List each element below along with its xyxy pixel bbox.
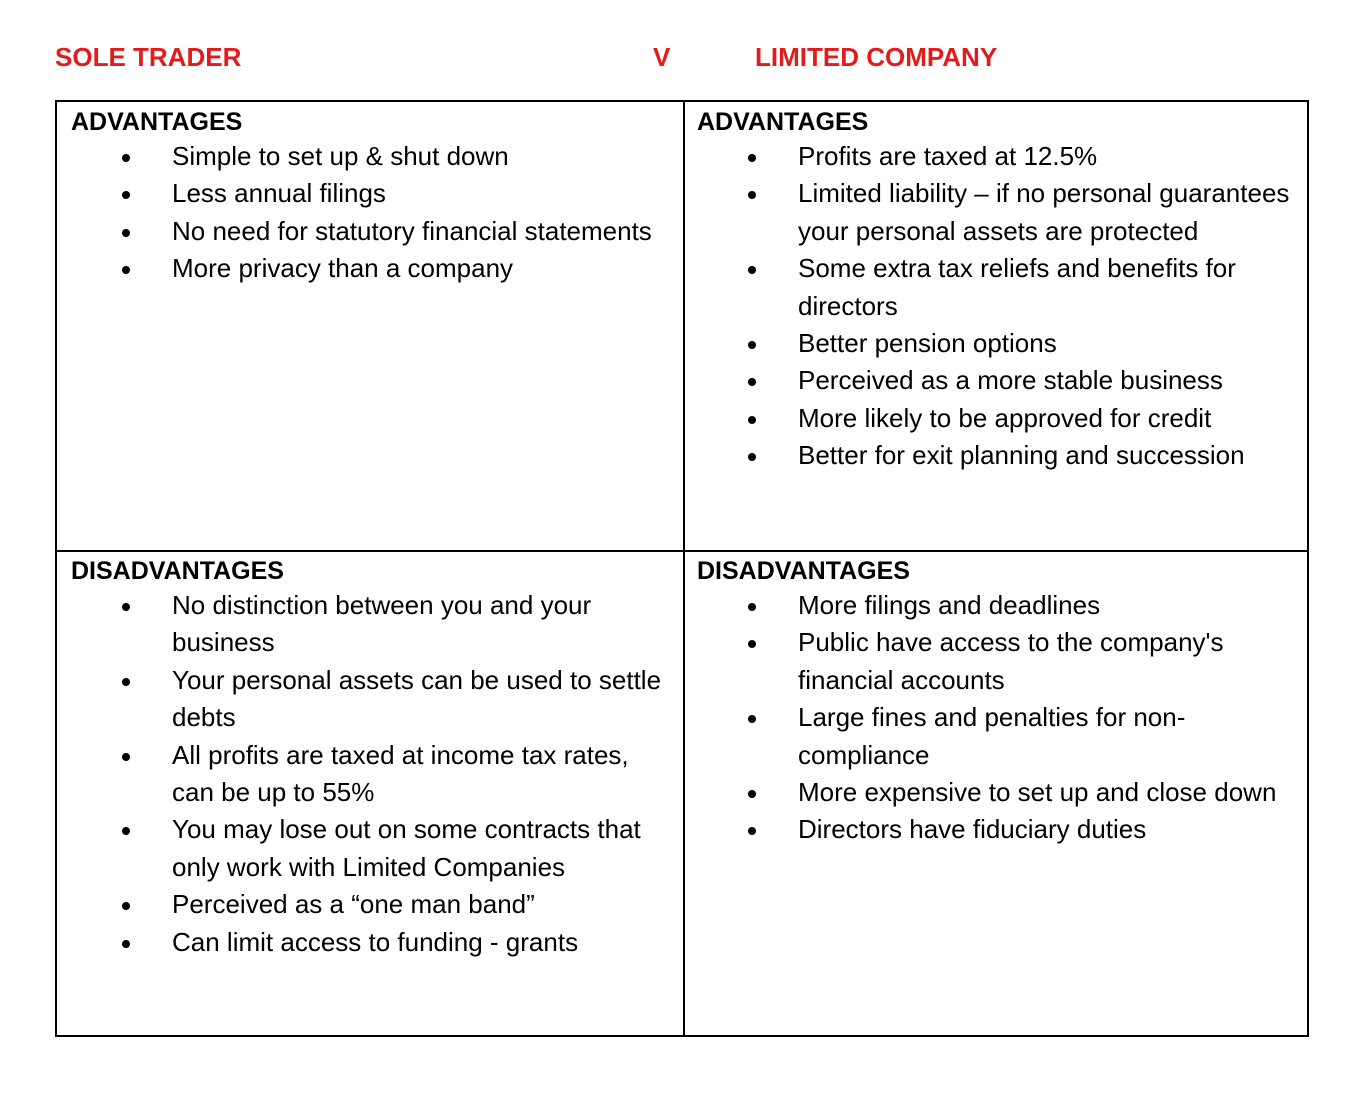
sole-trader-disadvantages-list: [71, 587, 671, 961]
sole-trader-advantages-list: [71, 138, 671, 288]
list-item: More privacy than a company: [71, 250, 671, 287]
versus-label: V: [653, 42, 671, 72]
sole-trader-advantages-cell: [71, 106, 671, 288]
cell-heading: DISADVANTAGES: [697, 557, 910, 585]
list-item: Public have access to the company's financial accounts: [697, 624, 1297, 699]
limited-company-advantages-list: [697, 138, 1297, 475]
list-item: More likely to be approved for credit: [697, 400, 1297, 437]
limited-company-advantages-cell: [697, 106, 1297, 475]
list-item: Less annual filings: [71, 175, 671, 212]
list-item: All profits are taxed at income tax rates, can be up to 55%: [71, 737, 671, 812]
list-item: Your personal assets can be used to settle debts: [71, 662, 671, 737]
list-item: Better for exit planning and succession: [697, 437, 1297, 474]
list-item: Directors have fiduciary duties: [697, 811, 1297, 848]
list-item: You may lose out on some contracts that only work with Limited Companies: [71, 811, 671, 886]
limited-company-disadvantages-list: [697, 587, 1297, 849]
cell-heading: ADVANTAGES: [71, 108, 243, 136]
list-item: More expensive to set up and close down: [697, 774, 1297, 811]
limited-company-disadvantages-cell: [697, 555, 1297, 849]
list-item: Perceived as a “one man band”: [71, 886, 671, 923]
cell-heading: DISADVANTAGES: [71, 557, 284, 585]
list-item: Perceived as a more stable business: [697, 362, 1297, 399]
list-item: Simple to set up & shut down: [71, 138, 671, 175]
list-item: Profits are taxed at 12.5%: [697, 138, 1297, 175]
list-item: Better pension options: [697, 325, 1297, 362]
list-item: Large fines and penalties for non-compliance: [697, 699, 1297, 774]
list-item: No need for statutory financial statements: [71, 213, 671, 250]
row-divider: [57, 550, 1307, 552]
column-divider: [683, 102, 685, 1035]
list-item: No distinction between you and your business: [71, 587, 671, 662]
list-item: Some extra tax reliefs and benefits for directors: [697, 250, 1297, 325]
sole-trader-title: SOLE TRADER: [55, 42, 242, 72]
list-item: Limited liability – if no personal guarantees your personal assets are protected: [697, 175, 1297, 250]
cell-heading: ADVANTAGES: [697, 108, 869, 136]
list-item: Can limit access to funding - grants: [71, 924, 671, 961]
comparison-table: [55, 100, 1309, 1037]
sole-trader-disadvantages-cell: [71, 555, 671, 961]
list-item: More filings and deadlines: [697, 587, 1297, 624]
limited-company-title: LIMITED COMPANY: [755, 42, 998, 72]
